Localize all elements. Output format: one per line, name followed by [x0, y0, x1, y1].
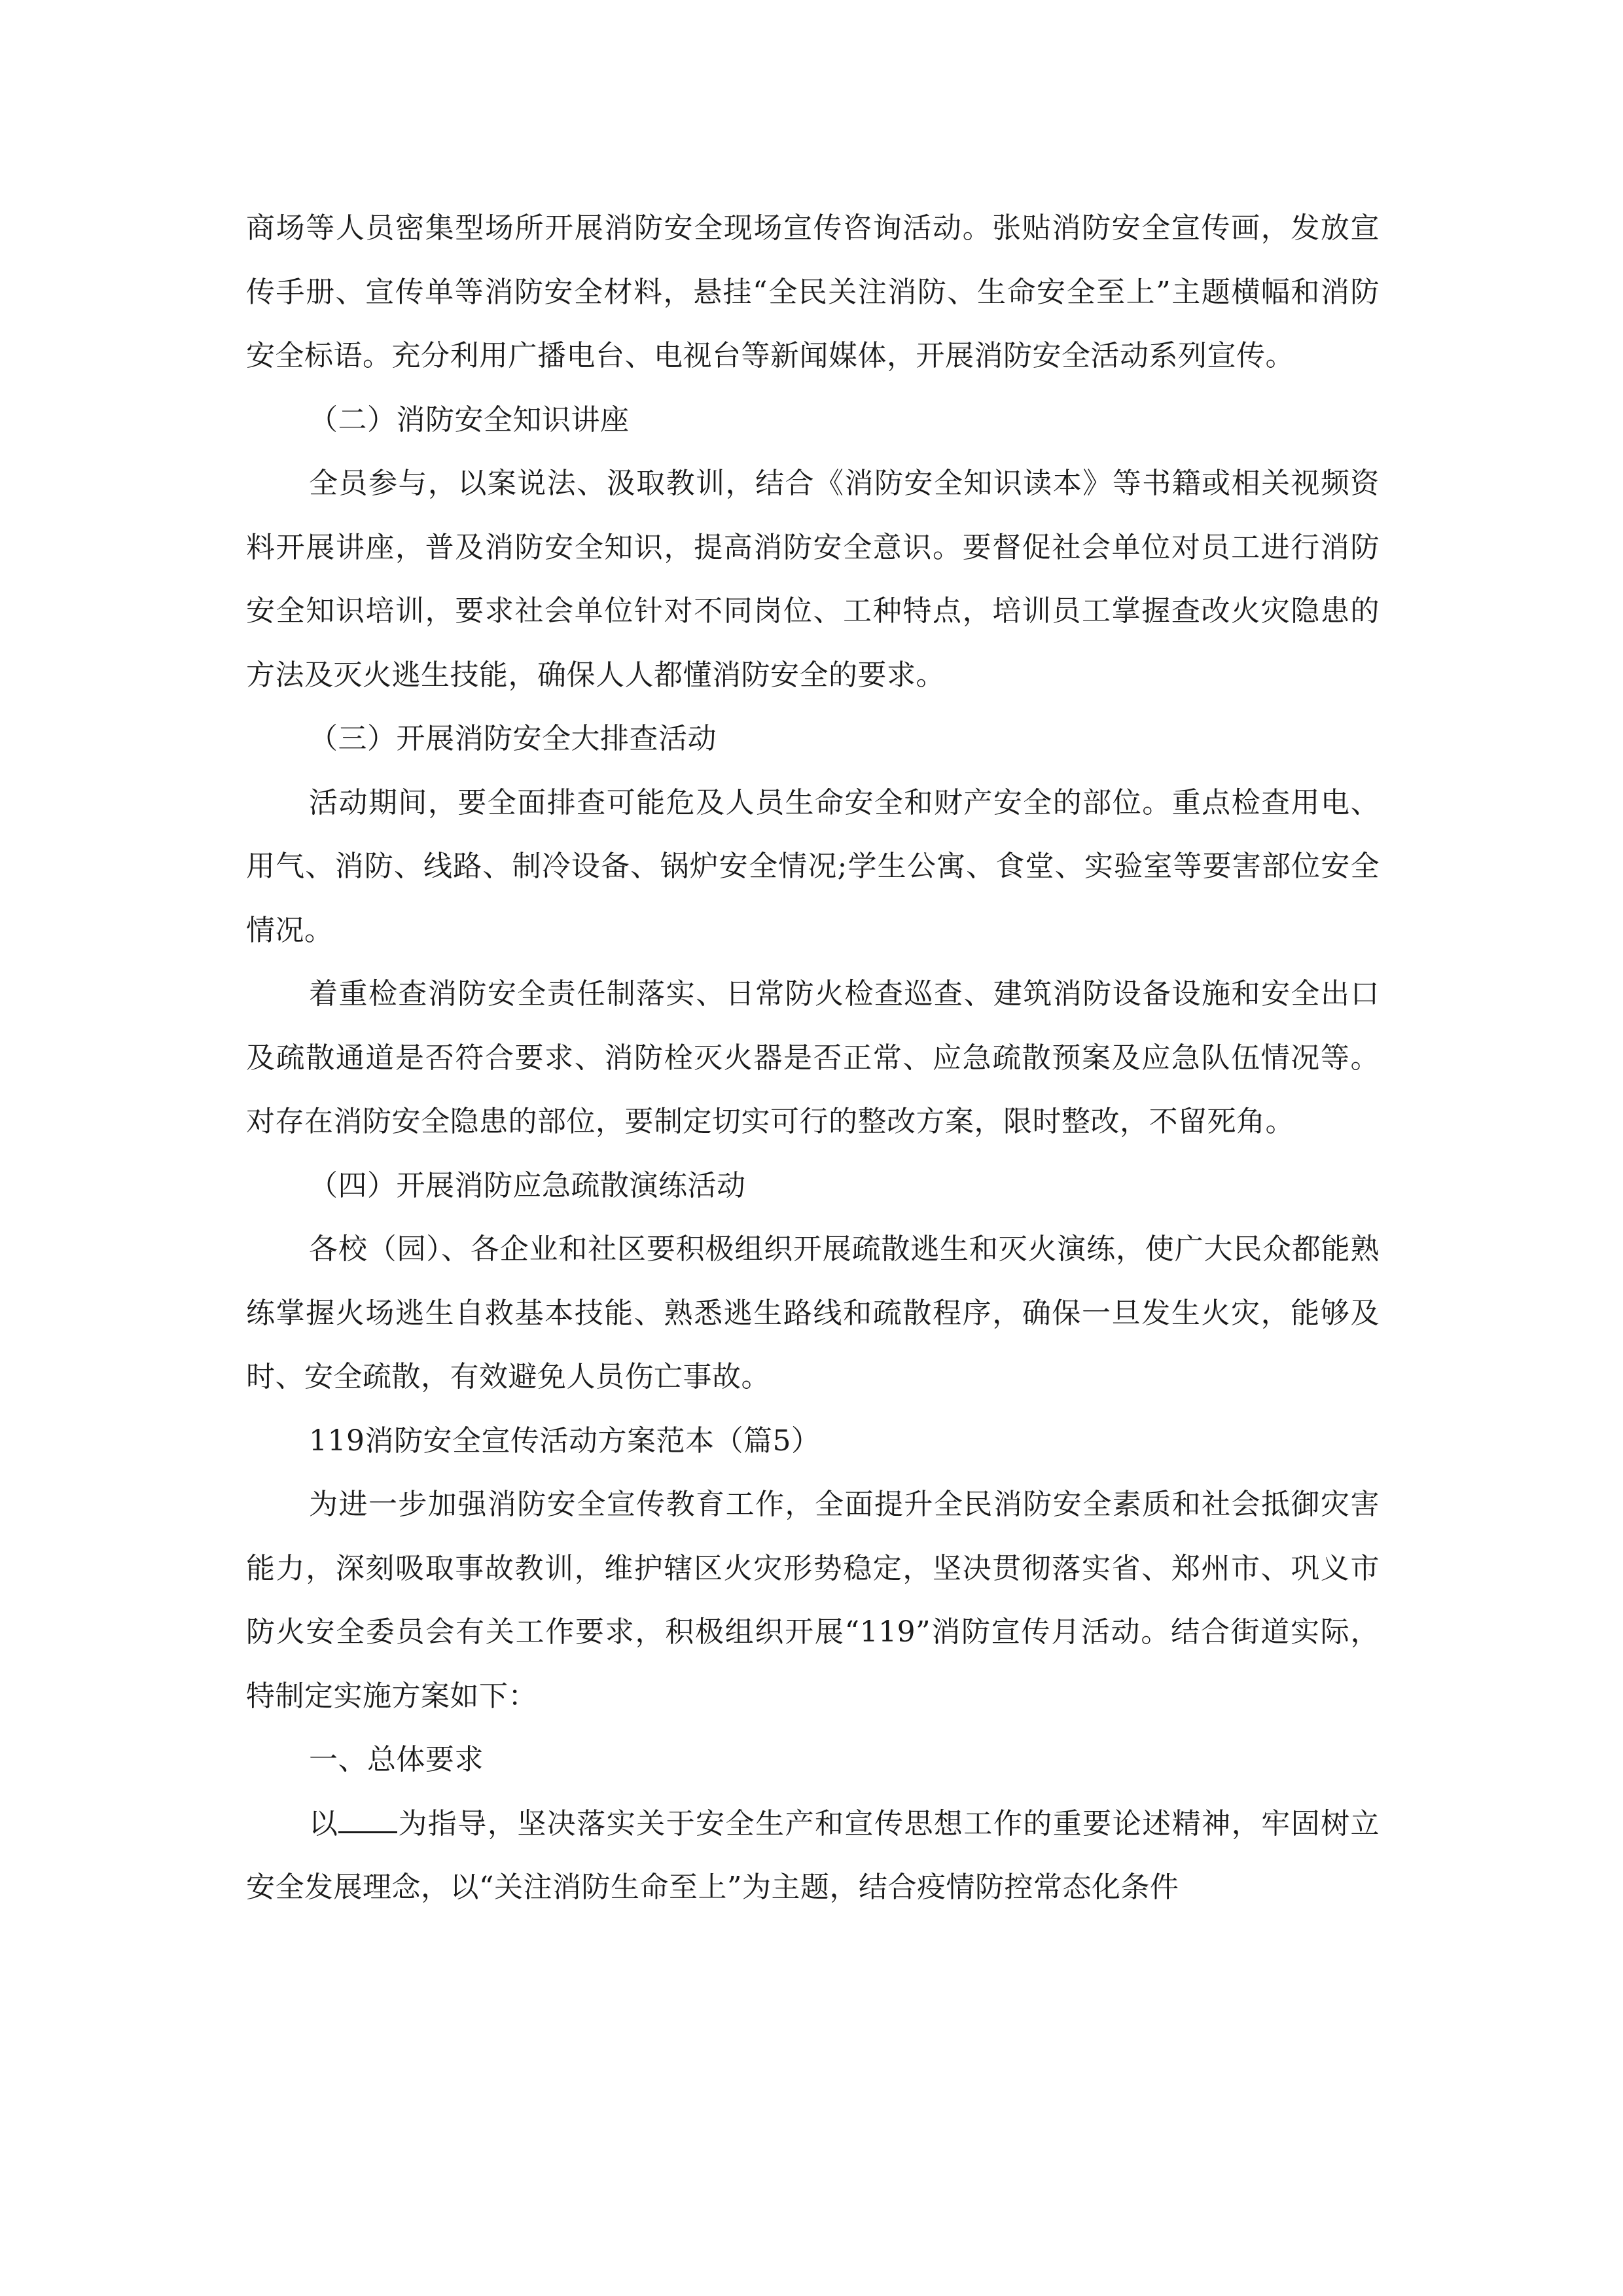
document-body	[246, 196, 1380, 1920]
paragraph-inspection-focus: 着重检查消防安全责任制落实、日常防火检查巡查、建筑消防设备设施和安全出口及疏散通道是否符合要求、消防栓灭火器是否正常、应急疏散预案及应急队伍情况等。对存在消防安全隐患的部位，要制定切实可行的整改方案，限时整改，不留死角。	[246, 977, 1380, 1138]
guiding-prefix: 以	[309, 1806, 339, 1840]
paragraph-inspection-scope: 活动期间，要全面排查可能危及人员生命安全和财产安全的部位。重点检查用电、用气、消防、线路、制冷设备、锅炉安全情况;学生公寓、食堂、实验室等要害部位安全情况。	[246, 785, 1380, 947]
paragraph-lectures: 全员参与，以案说法、汲取教训，结合《消防安全知识读本》等书籍或相关视频资料开展讲座，普及消防安全知识，提高消防安全意识。要督促社会单位对员工进行消防安全知识培训，要求社会单位针对不同岗位、工种特点，培训员工掌握查改火灾隐患的方法及灭火逃生技能，确保人人都懂消防安全的要求。	[246, 467, 1380, 692]
paragraph-plan-intro: 为进一步加强消防安全宣传教育工作，全面提升全民消防安全素质和社会抵御灾害能力，深刻吸取事故教训，维护辖区火灾形势稳定，坚决贯彻落实省、郑州市、巩义市防火安全委员会有关工作要求，积极组织开展“119”消防宣传月活动。结合街道实际，特制定实施方案如下：	[246, 1488, 1380, 1713]
section-heading-2: （二）消防安全知识讲座	[309, 403, 630, 437]
section-heading-general-requirements: 一、总体要求	[309, 1743, 484, 1776]
plan-title-part-5: 119消防安全宣传活动方案范本（篇5）	[309, 1424, 821, 1458]
guiding-suffix: 为指导，坚决落实关于安全生产和宣传思想工作的重要论述精神，牢固树立安全发展理念，以“关注消防生命至上”为主题，结合疫情防控常态化条件	[246, 1806, 1380, 1904]
paragraph-evacuation-drill: 各校（园）、各企业和社区要积极组织开展疏散逃生和灭火演练，使广大民众都能熟练掌握火场逃生自救基本技能、熟悉逃生路线和疏散程序，确保一旦发生火灾，能够及时、安全疏散，有效避免人员伤亡事故。	[246, 1232, 1380, 1393]
paragraph-guiding-principle	[246, 1792, 1380, 1920]
blank-underline	[338, 1805, 397, 1833]
paragraph-promotion-activities: 商场等人员密集型场所开展消防安全现场宣传咨询活动。张贴消防安全宣传画，发放宣传手册、宣传单等消防安全材料，悬挂“全民关注消防、生命安全至上”主题横幅和消防安全标语。充分利用广播电台、电视台等新闻媒体，开展消防安全活动系列宣传。	[246, 211, 1380, 372]
section-heading-3: （三）开展消防安全大排查活动	[309, 722, 717, 755]
section-heading-4: （四）开展消防应急疏散演练活动	[309, 1168, 746, 1202]
